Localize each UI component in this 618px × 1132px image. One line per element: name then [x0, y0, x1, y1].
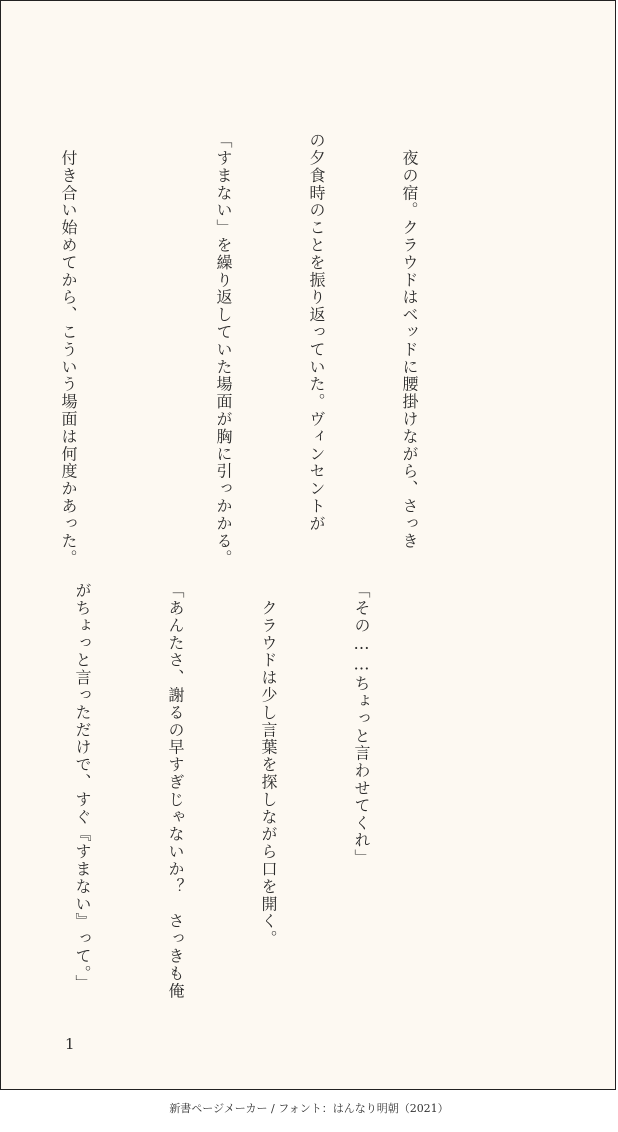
text-line: がちょっと言っただけで、すぐ『すまない』って。」 — [73, 582, 92, 992]
text-line: 夜の宿。クラウドはベッドに腰掛けながら、さっき — [400, 132, 419, 550]
text-line: 「すまない」を繰り返していた場面が胸に引っかかる。 — [214, 132, 233, 567]
text-line: の夕食時のことを振り返っていた。ヴィンセントが — [307, 132, 326, 533]
text-line: 付き合い始めてから、こういう場面は何度かあった。 — [59, 132, 78, 567]
page-number: 1 — [65, 1035, 75, 1053]
text-line — [0, 582, 5, 1012]
text-line: 「その……ちょっと言わせてくれ」 — [352, 582, 371, 867]
text-line: クラウドは少し言葉を探しながら口を開く。 — [259, 582, 278, 948]
text-line: 「あんたさ、謝るの早すぎじゃないか？ さっきも俺 — [166, 582, 185, 1000]
lower-text-block — [0, 582, 439, 1012]
upper-text-block — [0, 132, 487, 567]
footer-credit: 新書ページメーカー / フォント：はんなり明朝（2021） — [169, 1102, 449, 1115]
